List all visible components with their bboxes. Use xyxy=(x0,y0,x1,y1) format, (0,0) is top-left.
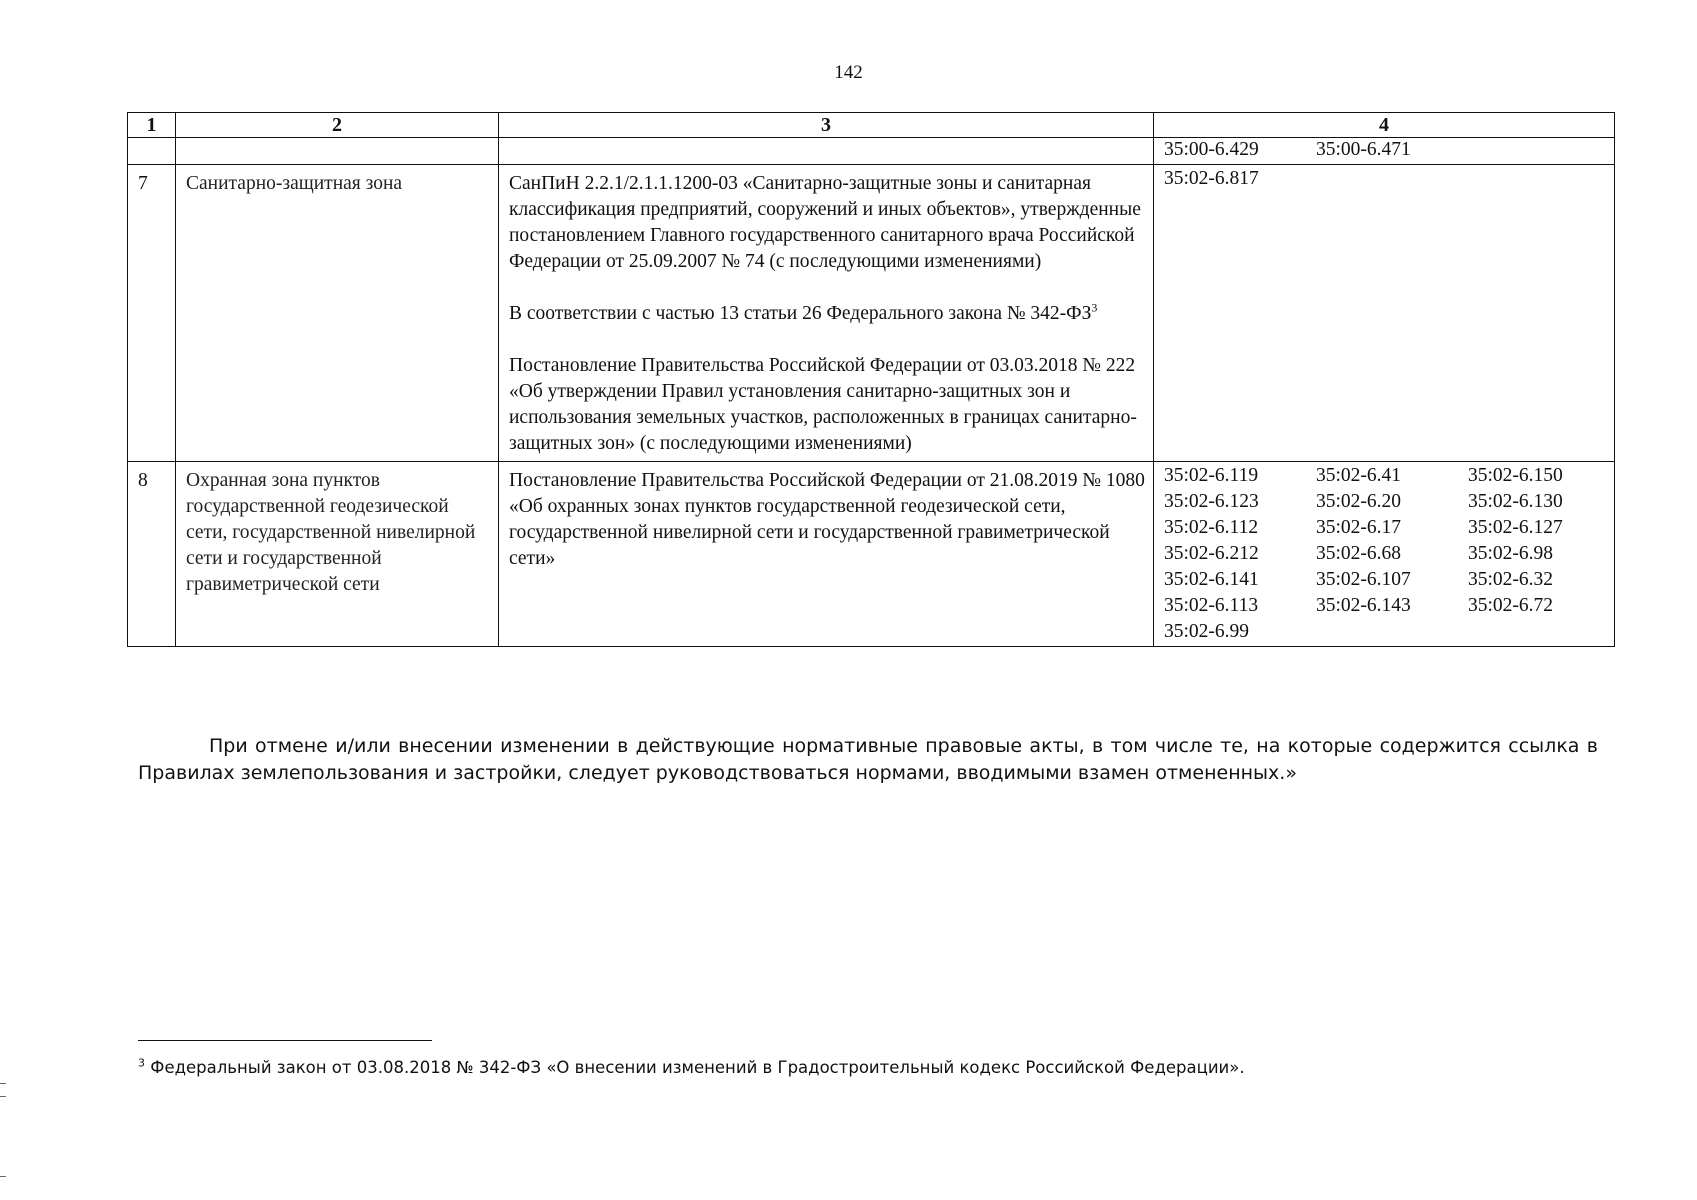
cell-codes xyxy=(1154,165,1615,462)
cell-empty xyxy=(176,138,499,165)
cadastral-code: 35:02-6.20 xyxy=(1316,491,1402,512)
cadastral-code: 35:02-6.98 xyxy=(1468,543,1554,564)
cadastral-code: 35:02-6.113 xyxy=(1164,595,1259,616)
header-col-1: 1 xyxy=(128,113,176,138)
cadastral-code: 35:02-6.41 xyxy=(1316,465,1402,486)
table-row xyxy=(128,462,1615,647)
legal-doc: Постановление Правительства Российской Федерации от 21.08.2019 № 1080 «Об охранных зонах пунктов государственной геодезической сети, государственной нивелирной сети и государственной гравиметрической сети» xyxy=(509,470,1145,569)
cadastral-code: 35:02-6.123 xyxy=(1164,491,1259,512)
cadastral-code: 35:02-6.68 xyxy=(1316,543,1402,564)
closing-paragraph: При отмене и/или внесении изменении в действующие нормативные правовые акты, в том числе те, на которые содержится ссылка в Правилах землепользования и застройки, следует руководствоваться нормами, вводимыми взамен отмененных.» xyxy=(138,735,1598,784)
cadastral-code: 35:02-6.817 xyxy=(1164,168,1259,189)
header-col-4: 4 xyxy=(1154,113,1615,138)
cadastral-code: 35:02-6.107 xyxy=(1316,569,1411,590)
legal-doc: Постановление Правительства Российской Федерации от 03.03.2018 № 222 «Об утверждении Правил установления санитарно-защитных зон и использования земельных участков, расположенных в границах санитарно-защитных зон» (с последующими изменениями) xyxy=(509,355,1137,454)
cadastral-code: 35:00-6.429 xyxy=(1164,139,1259,160)
cadastral-code: 35:02-6.127 xyxy=(1468,517,1563,538)
table-header-row xyxy=(128,113,1615,138)
cell-row-number: 7 xyxy=(128,165,176,462)
cell-legal-docs xyxy=(499,165,1154,462)
cadastral-code: 35:02-6.130 xyxy=(1468,491,1563,512)
cell-codes xyxy=(1154,138,1615,165)
cell-empty xyxy=(128,138,176,165)
cadastral-code: 35:02-6.17 xyxy=(1316,517,1402,538)
cell-zone-name: Охранная зона пунктов государственной геодезической сети, государственной нивелирной сети и государственной гравиметрической сети xyxy=(176,462,499,647)
footnote-marker: 3 xyxy=(138,1056,145,1070)
cadastral-code: 35:00-6.471 xyxy=(1316,139,1411,160)
footnote-divider xyxy=(138,1040,432,1041)
codes-grid xyxy=(1164,463,1614,645)
table-row xyxy=(128,165,1615,462)
footnote-text: Федеральный закон от 03.08.2018 № 342-ФЗ «О внесении изменений в Градостроительный кодекс Российской Федерации». xyxy=(150,1058,1245,1077)
cell-empty xyxy=(499,138,1154,165)
cadastral-code: 35:02-6.212 xyxy=(1164,543,1259,564)
scan-edge-mark xyxy=(0,1176,6,1177)
page-number: 142 xyxy=(834,62,863,83)
table-row-continuation xyxy=(128,138,1615,165)
zones-table xyxy=(127,112,1615,647)
cadastral-code: 35:02-6.143 xyxy=(1316,595,1411,616)
legal-doc: СанПиН 2.2.1/2.1.1.1200-03 «Санитарно-защитные зоны и санитарная классификация предприятий, сооружений и иных объектов», утвержденные постановлением Главного государственного санитарного врача Российской Федерации от 25.09.2007 № 74 (с последующими изменениями) xyxy=(509,173,1141,272)
footnote xyxy=(138,1057,1598,1079)
cadastral-code: 35:02-6.72 xyxy=(1468,595,1554,616)
header-col-2: 2 xyxy=(176,113,499,138)
cell-codes xyxy=(1154,462,1615,647)
cadastral-code: 35:02-6.119 xyxy=(1164,465,1259,486)
cell-zone-name: Санитарно-защитная зона xyxy=(176,165,499,462)
cadastral-code: 35:02-6.112 xyxy=(1164,517,1259,538)
cell-legal-docs xyxy=(499,462,1154,647)
cadastral-code: 35:02-6.141 xyxy=(1164,569,1259,590)
cadastral-code: 35:02-6.99 xyxy=(1164,621,1250,642)
scan-edge-mark xyxy=(0,1083,6,1097)
header-col-3: 3 xyxy=(499,113,1154,138)
cadastral-code: 35:02-6.150 xyxy=(1468,465,1563,486)
cell-row-number: 8 xyxy=(128,462,176,647)
footnote-ref[interactable]: 3 xyxy=(1091,300,1098,315)
legal-doc: В соответствии с частью 13 статьи 26 Федерального закона № $342-ФЗ^3$ xyxy=(509,300,1098,324)
cadastral-code: 35:02-6.32 xyxy=(1468,569,1554,590)
